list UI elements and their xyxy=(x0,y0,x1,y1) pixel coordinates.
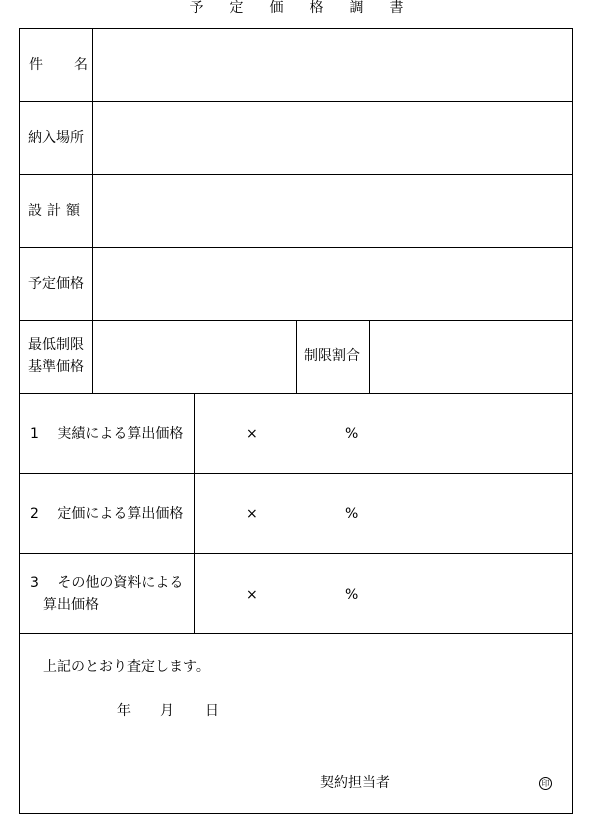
row-divider xyxy=(19,247,573,248)
calc-column-divider xyxy=(194,393,195,633)
min-limit-label-line1: 最低制限 xyxy=(28,337,84,353)
title-char: 価 xyxy=(269,0,284,16)
calc-2-percent: % xyxy=(345,506,359,522)
calc-2-label: 2 定価による算出価格 xyxy=(30,506,184,522)
row-divider xyxy=(19,101,573,102)
title-char: 調 xyxy=(349,0,364,16)
estimated-price-label: 予定価格 xyxy=(28,276,84,292)
statement-text: 上記のとおり査定します。 xyxy=(43,659,210,675)
seal-icon: 印 xyxy=(539,777,552,790)
calc-3-label-line1: 3 その他の資料による xyxy=(30,575,184,591)
design-amount-label: 設計額 xyxy=(28,203,85,219)
label-column-divider xyxy=(92,28,93,393)
calc-3-percent: % xyxy=(345,587,359,603)
contract-officer-label: 契約担当者 xyxy=(320,775,390,791)
calc-3-times: × xyxy=(246,587,258,603)
title-char: 予 xyxy=(189,0,204,16)
title-char: 格 xyxy=(309,0,324,16)
row-divider xyxy=(19,393,573,394)
date-month: 月 xyxy=(160,703,174,719)
form-frame xyxy=(19,28,573,814)
document-title xyxy=(0,0,593,17)
rate-label-divider-left xyxy=(296,320,297,393)
row-divider xyxy=(19,473,573,474)
delivery-place-label: 納入場所 xyxy=(28,130,84,146)
calc-2-times: × xyxy=(246,506,258,522)
item-name-label: 件 名 xyxy=(29,57,89,73)
calc-3-label-line2: 算出価格 xyxy=(43,597,99,613)
min-limit-label-line2: 基準価格 xyxy=(28,359,84,375)
calc-1-times: × xyxy=(246,426,258,442)
calc-1-label: 1 実績による算出価格 xyxy=(30,426,184,442)
row-divider xyxy=(19,553,573,554)
title-char: 定 xyxy=(229,0,244,16)
rate-label: 制限割合 xyxy=(304,348,360,364)
title-char: 書 xyxy=(389,0,404,16)
date-day: 日 xyxy=(205,703,219,719)
date-year: 年 xyxy=(117,703,131,719)
row-divider xyxy=(19,174,573,175)
rate-label-divider-right xyxy=(369,320,370,393)
row-divider xyxy=(19,633,573,634)
calc-1-percent: % xyxy=(345,426,359,442)
